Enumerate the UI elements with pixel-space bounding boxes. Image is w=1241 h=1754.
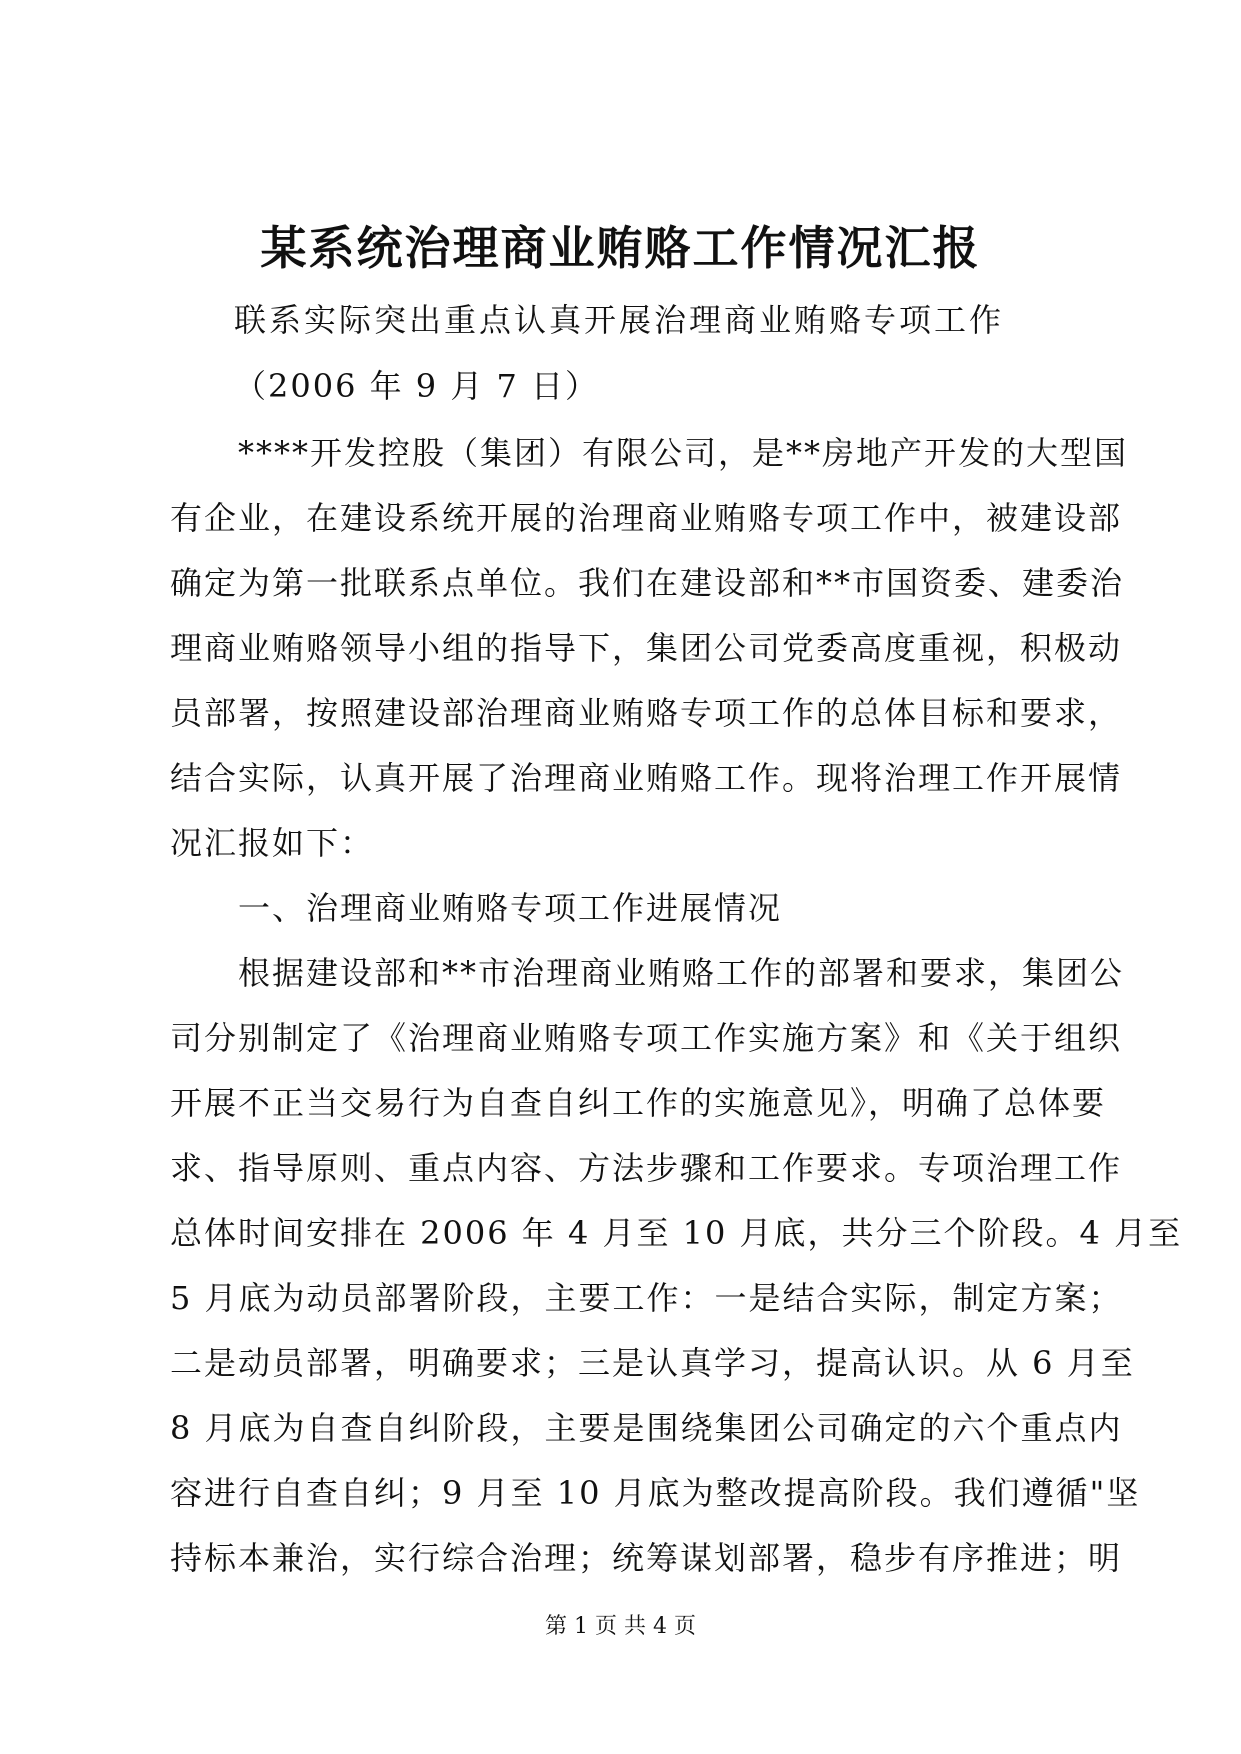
body-line: 总体时间安排在 2006 年 4 月至 10 月底，共分三个阶段。4 月至 [170, 1214, 1183, 1252]
body-line: 结合实际，认真开展了治理商业贿赂工作。现将治理工作开展情 [170, 759, 1123, 797]
body-line: 司分别制定了《治理商业贿赂专项工作实施方案》和《关于组织 [170, 1019, 1123, 1057]
document-title: 某系统治理商业贿赂工作情况汇报 [260, 221, 981, 275]
body-line: 有企业，在建设系统开展的治理商业贿赂专项工作中，被建设部 [170, 499, 1123, 537]
body-line: 理商业贿赂领导小组的指导下，集团公司党委高度重视，积极动 [170, 629, 1123, 667]
body-line: 员部署，按照建设部治理商业贿赂专项工作的总体目标和要求， [170, 694, 1123, 732]
body-line: 容进行自查自纠；9 月至 10 月底为整改提高阶段。我们遵循"坚 [170, 1474, 1141, 1512]
section-heading: 一、治理商业贿赂专项工作进展情况 [170, 889, 783, 927]
body-line: 持标本兼治，实行综合治理；统筹谋划部署，稳步有序推进；明 [170, 1539, 1123, 1577]
document-date: （2006 年 9 月 7 日） [234, 367, 600, 405]
body-line: 8 月底为自查自纠阶段，主要是围绕集团公司确定的六个重点内 [170, 1409, 1123, 1447]
body-line: 5 月底为动员部署阶段，主要工作：一是结合实际，制定方案； [170, 1279, 1123, 1317]
body-line: 确定为第一批联系点单位。我们在建设部和**市国资委、建委治 [170, 564, 1125, 602]
body-line: 况汇报如下： [170, 824, 375, 862]
body-line: 求、指导原则、重点内容、方法步骤和工作要求。专项治理工作 [170, 1149, 1123, 1187]
body-line: 根据建设部和**市治理商业贿赂工作的部署和要求，集团公 [170, 954, 1125, 992]
body-line: ****开发控股（集团）有限公司，是**房地产开发的大型国 [170, 434, 1129, 472]
body-line: 开展不正当交易行为自查自纠工作的实施意见》，明确了总体要 [170, 1084, 1107, 1122]
document-subtitle: 联系实际突出重点认真开展治理商业贿赂专项工作 [234, 301, 1005, 339]
body-line: 二是动员部署，明确要求；三是认真学习，提高认识。从 6 月至 [170, 1344, 1135, 1382]
page-number: 第 1 页 共 4 页 [545, 1614, 696, 1639]
